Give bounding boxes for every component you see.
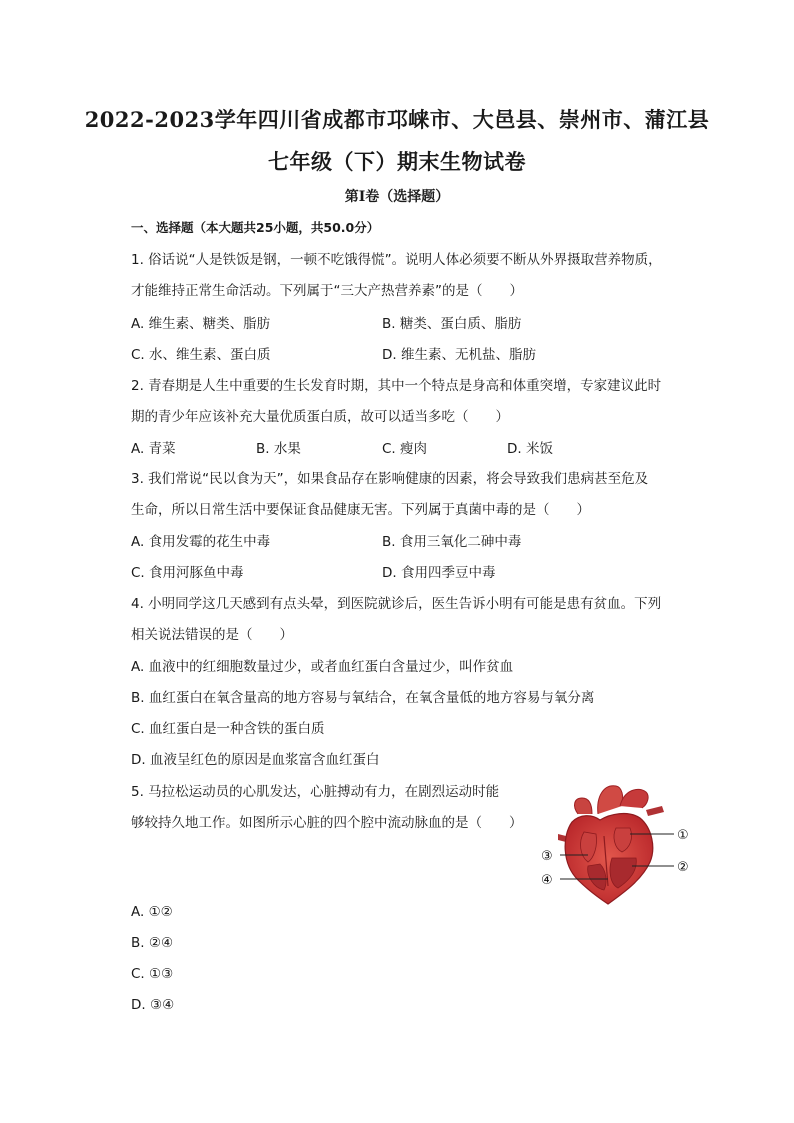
question-1-text-line2: 才能维持正常生命活动。下列属于“三大产热营养素”的是（ ） [131,283,523,299]
question-2-option-c[interactable]: C. 瘦肉 [382,441,428,457]
question-4-text-line1: 4. 小明同学这几天感到有点头晕，到医院就诊后，医生告诉小明有可能是患有贫血。下列 [131,596,662,612]
question-5-option-a[interactable]: A. ①② [131,904,173,920]
question-5-text-line2: 够较持久地工作。如图所示心脏的四个腔中流动脉血的是（ ） [131,815,523,831]
question-3-option-d[interactable]: D. 食用四季豆中毒 [382,565,496,581]
question-3-option-b[interactable]: B. 食用三氧化二砷中毒 [382,534,522,550]
heart-label-4: ④ [541,873,553,888]
question-2-option-b[interactable]: B. 水果 [256,441,301,457]
question-4-option-a[interactable]: A. 血液中的红细胞数量过少，或者血红蛋白含量过少，叫作贫血 [131,659,514,675]
question-4-option-c[interactable]: C. 血红蛋白是一种含铁的蛋白质 [131,721,325,737]
heart-diagram [538,776,698,908]
question-4-option-b[interactable]: B. 血红蛋白在氧含量高的地方容易与氧结合，在氧含量低的地方容易与氧分离 [131,690,595,706]
exam-title-line1: 2022-2023学年四川省成都市邛崃市、大邑县、崇州市、蒲江县 [84,107,710,132]
question-5-option-c[interactable]: C. ①③ [131,966,174,982]
question-3-option-c[interactable]: C. 食用河豚鱼中毒 [131,565,244,581]
heart-label-2: ② [677,860,689,875]
question-3-text-line1: 3. 我们常说“民以食为天”，如果食品存在影响健康的因素，将会导致我们患病甚至危及 [131,471,649,487]
volume-heading: 第Ⅰ卷（选择题） [344,189,450,205]
heart-label-3: ③ [541,849,553,864]
question-1-option-d[interactable]: D. 维生素、无机盐、脂肪 [382,347,536,363]
section-heading: 一、选择题（本大题共25小题，共50.0分） [131,220,380,235]
question-1-option-a[interactable]: A. 维生素、糖类、脂肪 [131,316,271,332]
question-3-text-line2: 生命，所以日常生活中要保证食品健康无害。下列属于真菌中毒的是（ ） [131,502,590,518]
question-2-text-line1: 2. 青春期是人生中重要的生长发育时期，其中一个特点是身高和体重突增，专家建议此时 [131,378,662,394]
exam-title-line2: 七年级（下）期末生物试卷 [268,149,526,174]
question-1-option-c[interactable]: C. 水、维生素、蛋白质 [131,347,271,363]
question-5-option-d[interactable]: D. ③④ [131,997,175,1013]
question-5-text-line1: 5. 马拉松运动员的心肌发达，心脏搏动有力，在剧烈运动时能 [131,784,500,800]
question-4-option-d[interactable]: D. 血液呈红色的原因是血浆富含血红蛋白 [131,752,380,768]
question-2-text-line2: 期的青少年应该补充大量优质蛋白质，故可以适当多吃（ ） [131,409,509,425]
question-4-text-line2: 相关说法错误的是（ ） [131,627,293,643]
question-1-text-line1: 1. 俗话说“人是铁饭是钢，一顿不吃饿得慌”。说明人体必须要不断从外界摄取营养物质， [131,252,662,268]
question-1-option-b[interactable]: B. 糖类、蛋白质、脂肪 [382,316,522,332]
heart-label-1: ① [677,828,689,843]
question-3-option-a[interactable]: A. 食用发霉的花生中毒 [131,534,271,550]
question-2-option-a[interactable]: A. 青菜 [131,441,176,457]
question-5-option-b[interactable]: B. ②④ [131,935,174,951]
question-2-option-d[interactable]: D. 米饭 [507,441,553,457]
